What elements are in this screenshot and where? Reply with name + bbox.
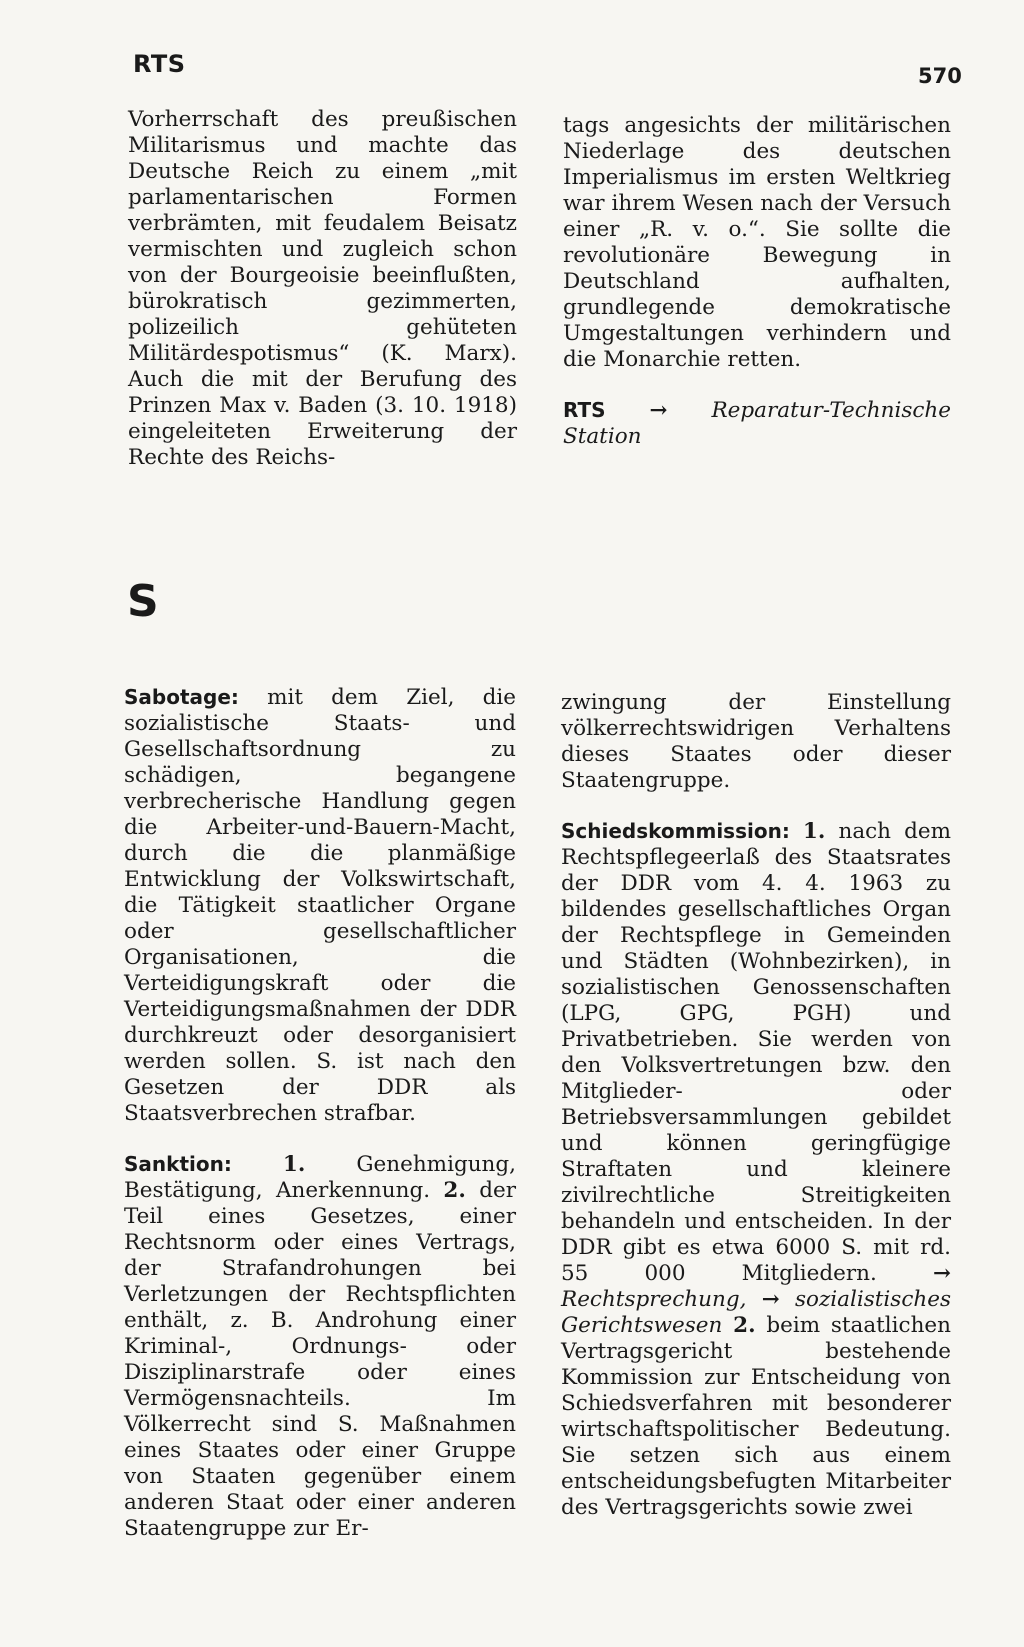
cross-reference-arrow-icon: → <box>649 398 668 423</box>
running-head: RTS <box>133 50 186 78</box>
entry-term: Sanktion: <box>124 1152 232 1176</box>
entry-schiedskommission <box>561 818 951 1521</box>
entry-term: Schiedskommission: <box>561 819 790 843</box>
sense-number: 2. <box>733 1313 756 1338</box>
entry-continuation-text: zwingung der Einstellung völkerrechtswidrigen Verhaltens dieses Staates oder dieser Staatengruppe. <box>561 690 951 793</box>
entry-term: Sabotage: <box>124 685 239 709</box>
section-letter: S <box>127 576 159 627</box>
column-bottom-right <box>561 690 951 1521</box>
entry-definition: nach dem Rechtspflegeerlaß des Staatsrates der DDR vom 4. 4. 1963 zu bildendes gesellschaftliches Organ der Rechtspflege in Gemeinden und Städten (Wohnbezirken), in sozialistischen Genossenschaften (LPG, GPG, PGH) und Privatbetrieben. Sie werden von den Volksvertretungen bzw. den Mitglieder- oder Betriebsversammlungen gebildet und können geringfügige Straftaten und kleinere zivilrechtliche Streitigkeiten behandeln und entscheiden. In der DDR gibt es etwa 6000 S. mit rd. 55 000 Mitgliedern. <box>561 819 951 1286</box>
cross-reference-arrow-icon: → <box>932 1261 951 1286</box>
entry-continuation-text: Vorherrschaft des preußischen Militarismus und machte das Deutsche Reich zu einem „mit parlamentarischen Formen verbrämten, mit feudalem Beisatz vermischten und zugleich schon von der Bourgeoisie beeinflußten, bürokratisch gezimmerten, polizeilich gehüteten Militärdespotismus“ (K. Marx). Auch die mit der Berufung des Prinzen Max v. Baden (3. 10. 1918) eingeleiteten Erweiterung der Rechte des Reichs- <box>128 107 517 470</box>
entry-term: RTS <box>563 398 606 422</box>
entry-rts <box>563 397 951 450</box>
cross-reference-arrow-icon: → <box>761 1287 780 1312</box>
page-number: 570 <box>918 64 962 88</box>
sense-number: 2. <box>443 1178 466 1203</box>
sense-number: 1. <box>802 819 826 844</box>
entry-sabotage <box>124 684 516 1127</box>
column-top-left <box>128 107 517 471</box>
cross-reference: Rechtsprechung, <box>561 1287 747 1312</box>
column-bottom-left <box>124 684 516 1542</box>
entry-definition: der Teil eines Gesetzes, einer Rechtsnorm oder eines Vertrags, der Strafandrohungen bei Verletzungen der Rechtspflichten enthält, z. B. Androhung einer Kriminal-, Ordnungs- oder Disziplinarstrafe oder eines Vermögensnachteils. Im Völkerrecht sind S. Maßnahmen eines Staates oder einer Gruppe von Staaten gegenüber einem anderen Staat oder einer anderen Staatengruppe zur Er- <box>124 1178 516 1541</box>
cross-reference: Reparatur-Technische Station <box>563 398 951 449</box>
column-top-right <box>563 113 951 450</box>
cross-reference: sozialistisches Gerichtswesen <box>561 1287 951 1338</box>
entry-definition: Genehmigung, Bestätigung, Anerkennung. <box>124 1152 516 1203</box>
entry-continuation-text: tags angesichts der militärischen Niederlage des deutschen Imperialismus im ersten Weltkrieg war ihrem Wesen nach der Versuch einer „R. v. o.“. Sie sollte die revolutionäre Bewegung in Deutschland aufhalten, grundlegende demokratische Umgestaltungen verhindern und die Monarchie retten. <box>563 113 951 372</box>
entry-sanktion <box>124 1151 516 1542</box>
entry-definition: beim staatlichen Vertragsgericht bestehende Kommission zur Entscheidung von Schiedsverfahren mit besonderer wirtschaftspolitischer Bedeutung. Sie setzen sich aus einem entscheidungsbefugten Mitarbeiter des Vertragsgerichts sowie zwei <box>561 1313 952 1520</box>
sense-number: 1. <box>282 1152 306 1177</box>
entry-definition: mit dem Ziel, die sozialistische Staats- und Gesellschaftsordnung zu schädigen, begangene verbrecherische Handlung gegen die Arbeiter-und-Bauern-Macht, durch die die planmäßige Entwicklung der Volkswirtschaft, die Tätigkeit staatlicher Organe oder gesellschaftlicher Organisationen, die Verteidigungskraft oder die Verteidigungsmaßnahmen der DDR durchkreuzt oder desorganisiert werden sollen. S. ist nach den Gesetzen der DDR als Staatsverbrechen strafbar. <box>124 685 516 1126</box>
